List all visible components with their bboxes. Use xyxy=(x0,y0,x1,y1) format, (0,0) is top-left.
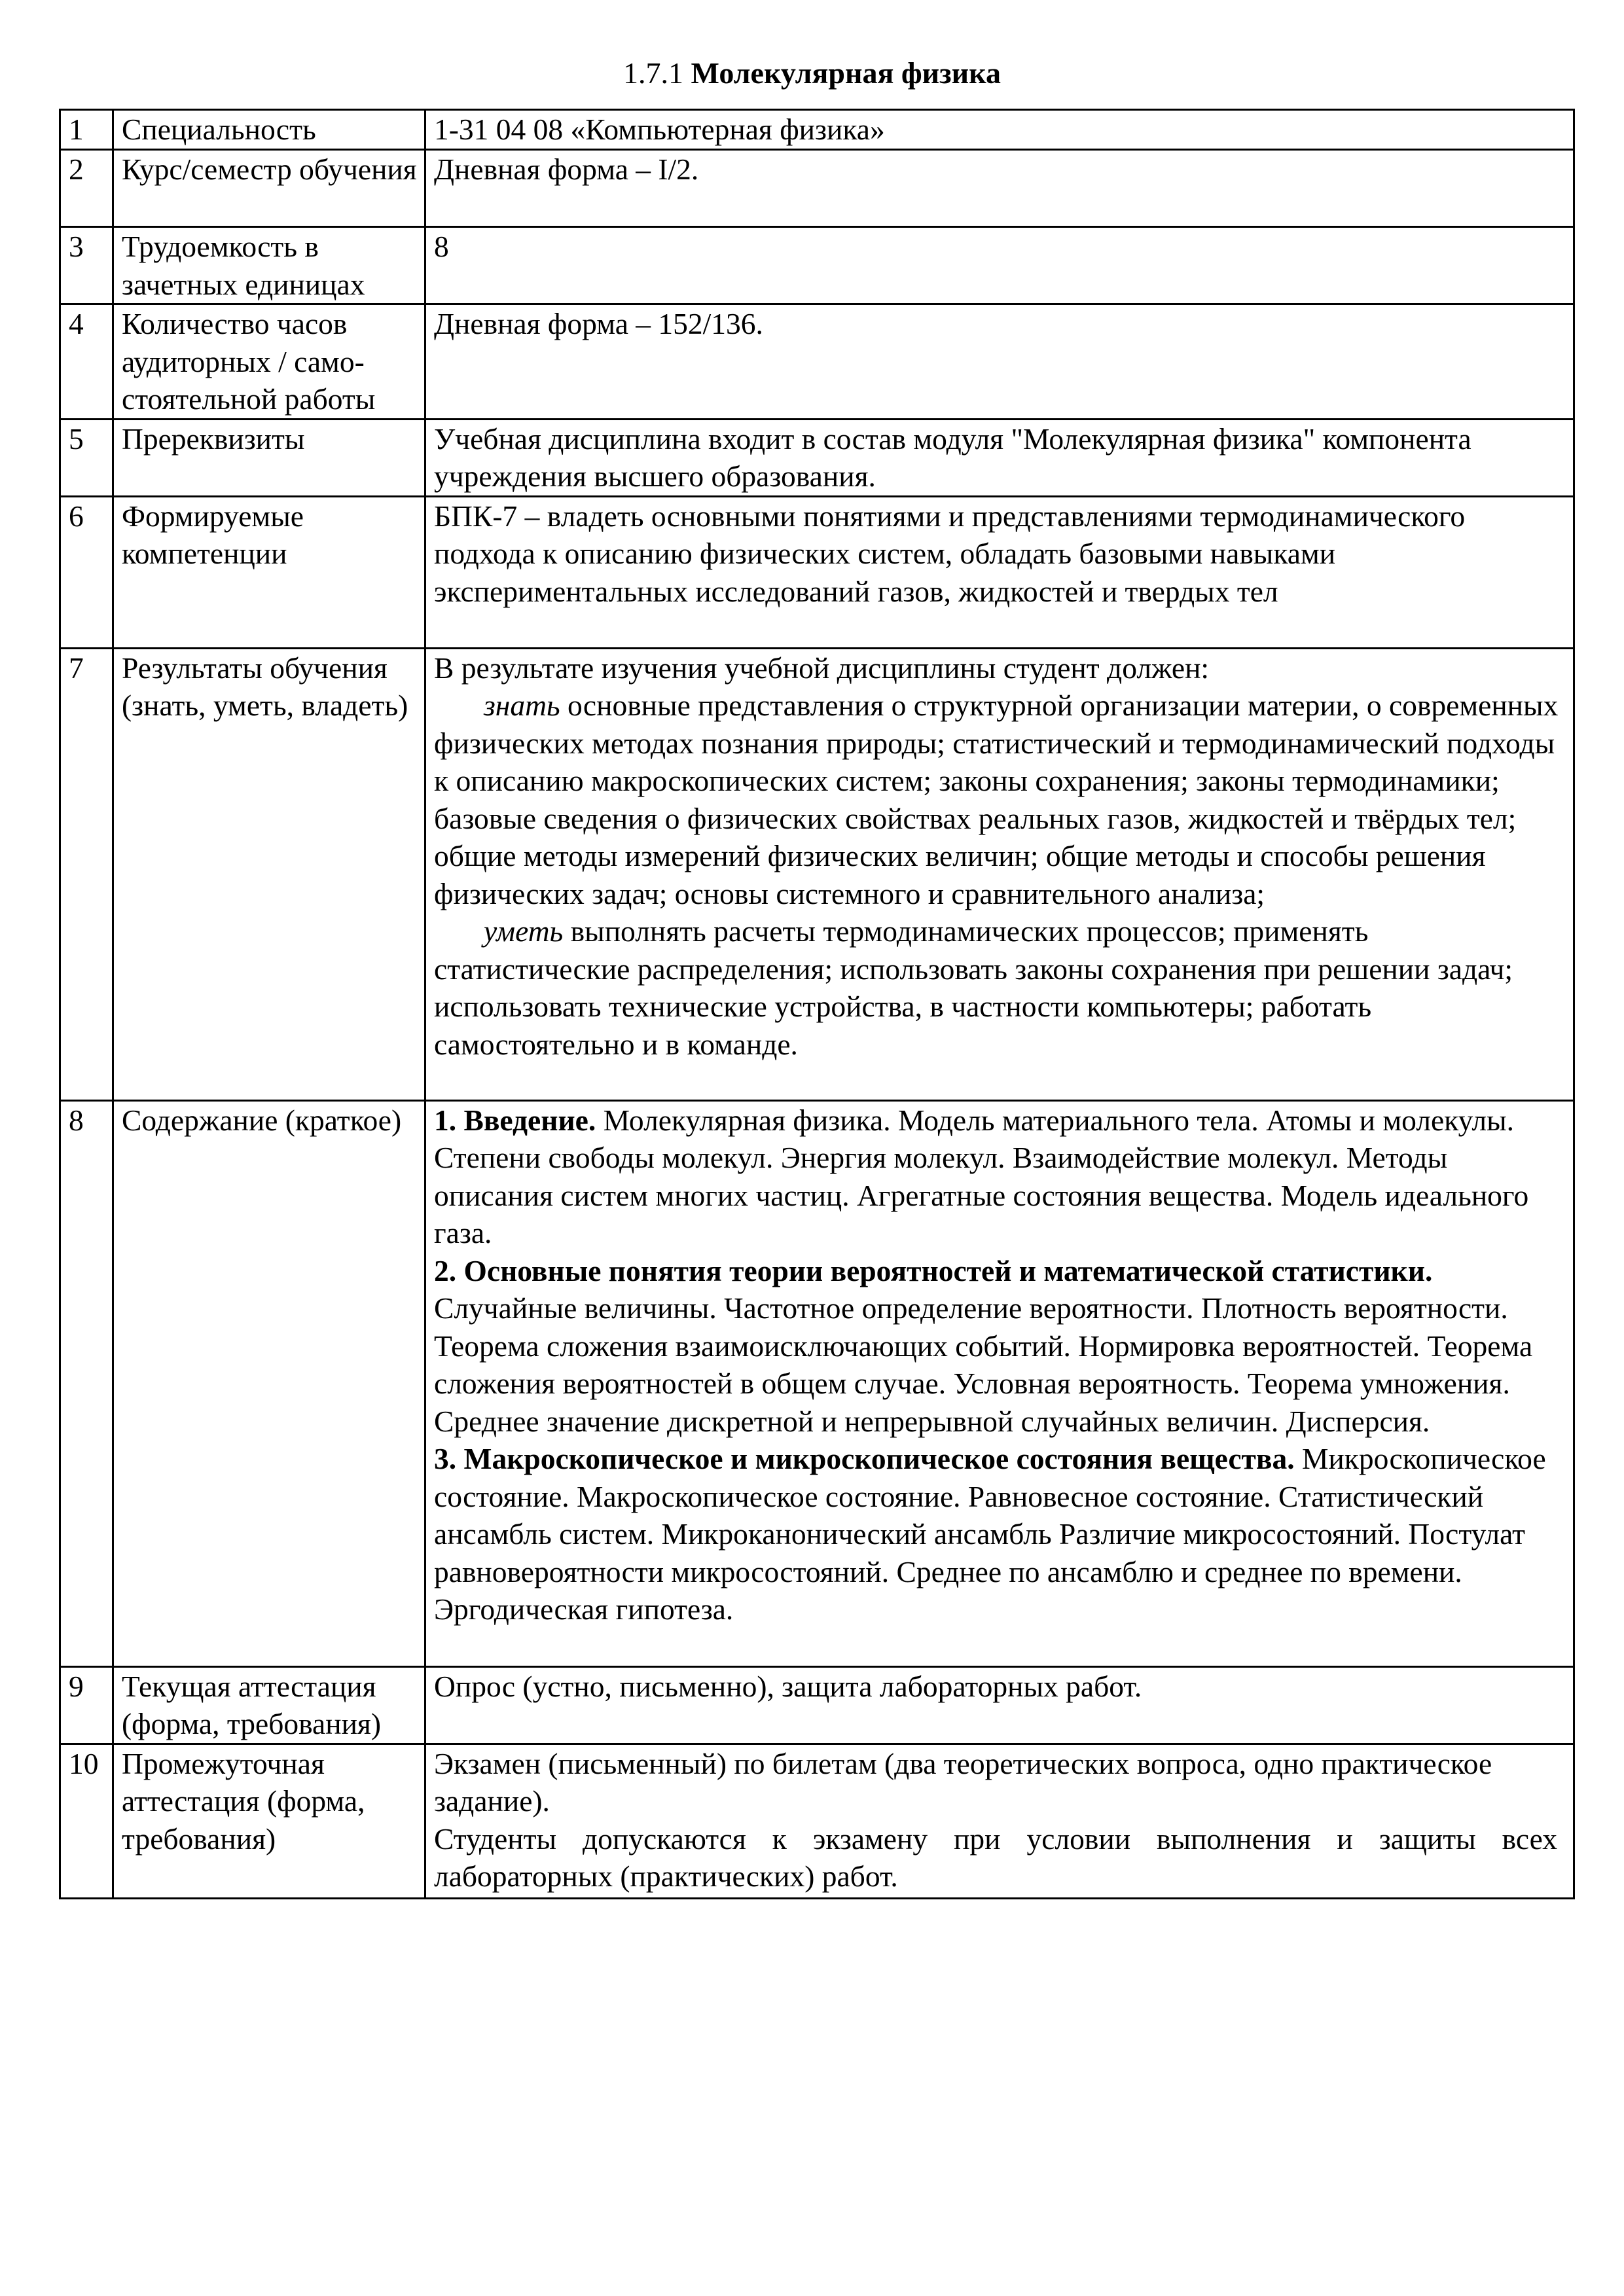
content-section xyxy=(434,1440,1566,1628)
row-value: БПК-7 – владеть основными понятиями и представлениями термодинамического подхода к описанию физических систем, обладать базовыми навыками экспериментальных исследований газов, жидкостей и твердых тел xyxy=(425,496,1574,648)
section-heading: 3. Макроскопическое и микроскопическое состояния вещества. xyxy=(434,1442,1295,1475)
row-value xyxy=(425,648,1574,1100)
know-term: знать xyxy=(484,689,560,722)
row-number: 7 xyxy=(60,648,113,1100)
section-text: Микроскопическое состояние. Макроскопическое состояние. Равновесное состояние. Статистический ансамбль систем. Микроканонический ансамбль Различие микросостояний. Постулат равновероятности микросостояний. Среднее по ансамблю и среднее по времени. Эргодическая гипотеза. xyxy=(434,1442,1546,1626)
row-value: Дневная форма – 152/136. xyxy=(425,304,1574,420)
learning-can xyxy=(434,912,1566,1063)
row-number: 4 xyxy=(60,304,113,420)
title-number: 1.7.1 xyxy=(623,56,684,90)
section-text: Молекулярная физика. Модель материального тела. Атомы и молекулы. Степени свободы молекул. Энергия молекул. Взаимодействие молекул. Методы описания систем многих частиц. Агрегатные состояния вещества. Модель идеального газа. xyxy=(434,1103,1529,1249)
title-name: Молекулярная физика xyxy=(691,56,1001,90)
table-row xyxy=(60,110,1574,150)
row-value xyxy=(425,1100,1574,1666)
row-value: 1-31 04 08 «Компьютерная физика» xyxy=(425,110,1574,150)
exam-admission: Студенты допускаются к экзамену при условии выполнения и защиты всех лабораторных (практических) работ. xyxy=(434,1821,1557,1893)
row-label: Формируемые компетенции xyxy=(113,496,425,648)
row-number: 2 xyxy=(60,150,113,227)
row-value: 8 xyxy=(425,227,1574,304)
section-heading: 1. Введение. xyxy=(434,1103,596,1137)
can-term: уметь xyxy=(484,914,564,948)
table-row xyxy=(60,1100,1574,1666)
row-label: Пререквизиты xyxy=(113,419,425,496)
section-text: Случайные величины. Частотное определение вероятности. Плотность вероятности. Теорема сложения взаимоисключающих событий. Нормировка вероятностей. Теорема сложения вероятностей в общем случае. Условная вероятность. Теорема умножения. Среднее значение дискретной и непрерывной случайных величин. Дисперсия. xyxy=(434,1291,1533,1438)
row-value: Учебная дисциплина входит в состав модуля "Молекулярная физика" компонента учреждения высшего образования. xyxy=(425,419,1574,496)
row-value: Опрос (устно, письменно), защита лабораторных работ. xyxy=(425,1666,1574,1744)
row-label: Количество часов аудиторных / само-стоятельной работы xyxy=(113,304,425,420)
row-number: 8 xyxy=(60,1100,113,1666)
table-row xyxy=(60,419,1574,496)
row-label: Текущая аттестация (форма, требования) xyxy=(113,1666,425,1744)
row-label: Курс/семестр обучения xyxy=(113,150,425,227)
content-section xyxy=(434,1252,1566,1441)
learning-intro: В результате изучения учебной дисциплины студент должен: xyxy=(434,651,1210,685)
row-number: 1 xyxy=(60,110,113,150)
exam-form: Экзамен (письменный) по билетам (два теоретических вопроса, одно практическое задание). xyxy=(434,1746,1492,1818)
page-title xyxy=(0,54,1624,93)
row-label: Трудоемкость в зачетных единицах xyxy=(113,227,425,304)
know-text: основные представления о структурной организации материи, о современных физических методах познания природы; статистический и термодинамический подходы к описанию макроскопических систем; законы сохранения; законы термодинамики; базовые сведения о физических свойствах реальных газов, жидкостей и твёрдых тел; общие методы измерений физических величин; общие методы и способы решения физических задач; основы системного и сравнительного анализа; xyxy=(434,689,1559,910)
row-number: 3 xyxy=(60,227,113,304)
table-row xyxy=(60,648,1574,1100)
table-row xyxy=(60,1744,1574,1898)
syllabus-table xyxy=(59,109,1575,1899)
row-label: Содержание (краткое) xyxy=(113,1100,425,1666)
row-value xyxy=(425,1744,1574,1898)
table-row xyxy=(60,496,1574,648)
row-value: Дневная форма – I/2. xyxy=(425,150,1574,227)
table-row xyxy=(60,1666,1574,1744)
table-row xyxy=(60,304,1574,420)
content-section xyxy=(434,1102,1566,1252)
table-row xyxy=(60,150,1574,227)
row-number: 5 xyxy=(60,419,113,496)
row-number: 9 xyxy=(60,1666,113,1744)
row-number: 10 xyxy=(60,1744,113,1898)
section-heading: 2. Основные понятия теории вероятностей и математической статистики. xyxy=(434,1253,1433,1287)
can-text: выполнять расчеты термодинамических процессов; применять статистические распределения; использовать законы сохранения при решении задач; использовать технические устройства, в частности компьютеры; работать самостоятельно и в команде. xyxy=(434,914,1513,1061)
row-number: 6 xyxy=(60,496,113,648)
row-label: Специальность xyxy=(113,110,425,150)
learning-know xyxy=(434,687,1566,912)
table-row xyxy=(60,227,1574,304)
row-label: Результаты обучения (знать, уметь, владеть) xyxy=(113,648,425,1100)
row-label: Промежуточная аттестация (форма, требования) xyxy=(113,1744,425,1898)
